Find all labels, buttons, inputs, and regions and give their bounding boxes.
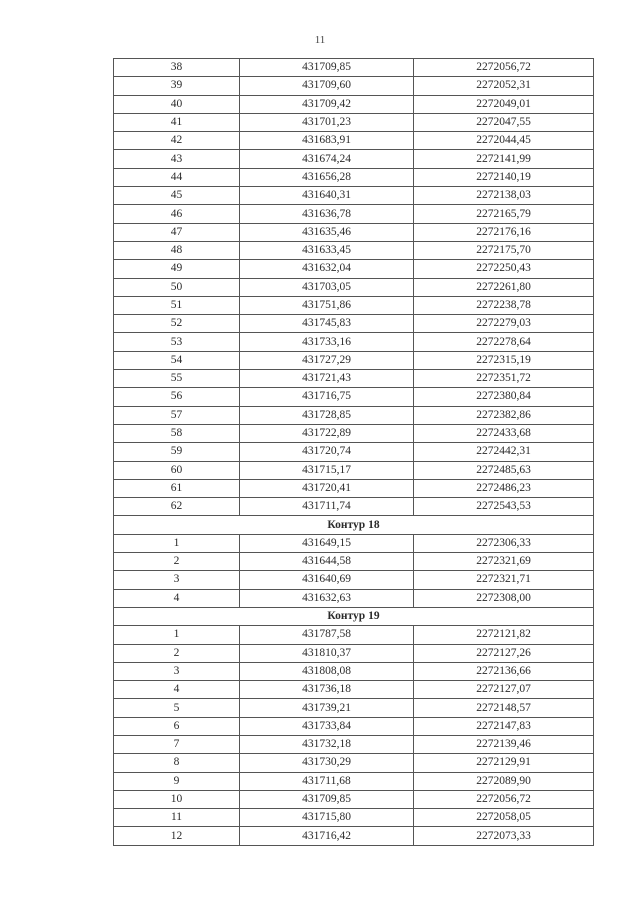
table-row bbox=[114, 479, 594, 497]
table-row bbox=[114, 406, 594, 424]
y-coordinate-cell: 2272047,55 bbox=[414, 113, 594, 131]
y-coordinate-cell: 2272485,63 bbox=[414, 461, 594, 479]
x-coordinate-cell: 431720,74 bbox=[240, 443, 414, 461]
table-row bbox=[114, 790, 594, 808]
table-row bbox=[114, 589, 594, 607]
point-number-cell: 39 bbox=[114, 77, 240, 95]
point-number-cell: 9 bbox=[114, 772, 240, 790]
contour-header-row bbox=[114, 607, 594, 625]
table-row bbox=[114, 333, 594, 351]
y-coordinate-cell: 2272250,43 bbox=[414, 260, 594, 278]
table-row bbox=[114, 754, 594, 772]
x-coordinate-cell: 431751,86 bbox=[240, 296, 414, 314]
y-coordinate-cell: 2272279,03 bbox=[414, 315, 594, 333]
y-coordinate-cell: 2272382,86 bbox=[414, 406, 594, 424]
y-coordinate-cell: 2272543,53 bbox=[414, 498, 594, 516]
table-row bbox=[114, 662, 594, 680]
x-coordinate-cell: 431701,23 bbox=[240, 113, 414, 131]
point-number-cell: 1 bbox=[114, 626, 240, 644]
x-coordinate-cell: 431810,37 bbox=[240, 644, 414, 662]
y-coordinate-cell: 2272351,72 bbox=[414, 370, 594, 388]
y-coordinate-cell: 2272129,91 bbox=[414, 754, 594, 772]
y-coordinate-cell: 2272148,57 bbox=[414, 699, 594, 717]
y-coordinate-cell: 2272058,05 bbox=[414, 809, 594, 827]
x-coordinate-cell: 431736,18 bbox=[240, 681, 414, 699]
y-coordinate-cell: 2272147,83 bbox=[414, 717, 594, 735]
x-coordinate-cell: 431715,80 bbox=[240, 809, 414, 827]
x-coordinate-cell: 431674,24 bbox=[240, 150, 414, 168]
x-coordinate-cell: 431640,69 bbox=[240, 571, 414, 589]
point-number-cell: 46 bbox=[114, 205, 240, 223]
point-number-cell: 58 bbox=[114, 424, 240, 442]
table-row bbox=[114, 205, 594, 223]
y-coordinate-cell: 2272176,16 bbox=[414, 223, 594, 241]
y-coordinate-cell: 2272127,07 bbox=[414, 681, 594, 699]
x-coordinate-cell: 431745,83 bbox=[240, 315, 414, 333]
x-coordinate-cell: 431711,68 bbox=[240, 772, 414, 790]
x-coordinate-cell: 431633,45 bbox=[240, 241, 414, 259]
point-number-cell: 59 bbox=[114, 443, 240, 461]
table-row bbox=[114, 113, 594, 131]
y-coordinate-cell: 2272049,01 bbox=[414, 95, 594, 113]
x-coordinate-cell: 431727,29 bbox=[240, 351, 414, 369]
y-coordinate-cell: 2272308,00 bbox=[414, 589, 594, 607]
point-number-cell: 10 bbox=[114, 790, 240, 808]
point-number-cell: 2 bbox=[114, 644, 240, 662]
table-row bbox=[114, 388, 594, 406]
y-coordinate-cell: 2272140,19 bbox=[414, 168, 594, 186]
point-number-cell: 7 bbox=[114, 735, 240, 753]
x-coordinate-cell: 431808,08 bbox=[240, 662, 414, 680]
y-coordinate-cell: 2272165,79 bbox=[414, 205, 594, 223]
y-coordinate-cell: 2272433,68 bbox=[414, 424, 594, 442]
table-row bbox=[114, 571, 594, 589]
contour-title: Контур 19 bbox=[114, 607, 594, 625]
y-coordinate-cell: 2272141,99 bbox=[414, 150, 594, 168]
y-coordinate-cell: 2272238,78 bbox=[414, 296, 594, 314]
point-number-cell: 4 bbox=[114, 681, 240, 699]
x-coordinate-cell: 431635,46 bbox=[240, 223, 414, 241]
x-coordinate-cell: 431730,29 bbox=[240, 754, 414, 772]
y-coordinate-cell: 2272073,33 bbox=[414, 827, 594, 845]
x-coordinate-cell: 431644,58 bbox=[240, 553, 414, 571]
table-row bbox=[114, 150, 594, 168]
coordinates-table bbox=[113, 58, 594, 846]
x-coordinate-cell: 431709,85 bbox=[240, 790, 414, 808]
point-number-cell: 1 bbox=[114, 534, 240, 552]
contour-title: Контур 18 bbox=[114, 516, 594, 534]
point-number-cell: 41 bbox=[114, 113, 240, 131]
point-number-cell: 44 bbox=[114, 168, 240, 186]
x-coordinate-cell: 431720,41 bbox=[240, 479, 414, 497]
y-coordinate-cell: 2272306,33 bbox=[414, 534, 594, 552]
point-number-cell: 38 bbox=[114, 59, 240, 77]
table-row bbox=[114, 699, 594, 717]
y-coordinate-cell: 2272056,72 bbox=[414, 790, 594, 808]
point-number-cell: 55 bbox=[114, 370, 240, 388]
y-coordinate-cell: 2272321,69 bbox=[414, 553, 594, 571]
point-number-cell: 62 bbox=[114, 498, 240, 516]
table-row bbox=[114, 95, 594, 113]
x-coordinate-cell: 431716,42 bbox=[240, 827, 414, 845]
x-coordinate-cell: 431709,85 bbox=[240, 59, 414, 77]
point-number-cell: 45 bbox=[114, 187, 240, 205]
table-row bbox=[114, 223, 594, 241]
x-coordinate-cell: 431640,31 bbox=[240, 187, 414, 205]
table-row bbox=[114, 315, 594, 333]
x-coordinate-cell: 431715,17 bbox=[240, 461, 414, 479]
x-coordinate-cell: 431732,18 bbox=[240, 735, 414, 753]
y-coordinate-cell: 2272380,84 bbox=[414, 388, 594, 406]
coordinates-table-body bbox=[114, 59, 594, 846]
point-number-cell: 12 bbox=[114, 827, 240, 845]
y-coordinate-cell: 2272261,80 bbox=[414, 278, 594, 296]
x-coordinate-cell: 431722,89 bbox=[240, 424, 414, 442]
table-row bbox=[114, 424, 594, 442]
y-coordinate-cell: 2272127,26 bbox=[414, 644, 594, 662]
y-coordinate-cell: 2272139,46 bbox=[414, 735, 594, 753]
x-coordinate-cell: 431709,60 bbox=[240, 77, 414, 95]
table-row bbox=[114, 370, 594, 388]
y-coordinate-cell: 2272089,90 bbox=[414, 772, 594, 790]
table-row bbox=[114, 296, 594, 314]
table-row bbox=[114, 772, 594, 790]
table-row bbox=[114, 809, 594, 827]
point-number-cell: 8 bbox=[114, 754, 240, 772]
x-coordinate-cell: 431683,91 bbox=[240, 132, 414, 150]
table-row bbox=[114, 443, 594, 461]
table-row bbox=[114, 77, 594, 95]
point-number-cell: 50 bbox=[114, 278, 240, 296]
table-row bbox=[114, 735, 594, 753]
point-number-cell: 6 bbox=[114, 717, 240, 735]
table-row bbox=[114, 534, 594, 552]
point-number-cell: 47 bbox=[114, 223, 240, 241]
table-row bbox=[114, 717, 594, 735]
contour-header-row bbox=[114, 516, 594, 534]
x-coordinate-cell: 431632,04 bbox=[240, 260, 414, 278]
table-row bbox=[114, 187, 594, 205]
point-number-cell: 49 bbox=[114, 260, 240, 278]
table-row bbox=[114, 351, 594, 369]
x-coordinate-cell: 431716,75 bbox=[240, 388, 414, 406]
point-number-cell: 53 bbox=[114, 333, 240, 351]
x-coordinate-cell: 431721,43 bbox=[240, 370, 414, 388]
point-number-cell: 3 bbox=[114, 571, 240, 589]
y-coordinate-cell: 2272315,19 bbox=[414, 351, 594, 369]
y-coordinate-cell: 2272442,31 bbox=[414, 443, 594, 461]
y-coordinate-cell: 2272278,64 bbox=[414, 333, 594, 351]
y-coordinate-cell: 2272486,23 bbox=[414, 479, 594, 497]
y-coordinate-cell: 2272052,31 bbox=[414, 77, 594, 95]
point-number-cell: 57 bbox=[114, 406, 240, 424]
y-coordinate-cell: 2272044,45 bbox=[414, 132, 594, 150]
x-coordinate-cell: 431733,84 bbox=[240, 717, 414, 735]
page-number: 11 bbox=[314, 34, 326, 46]
y-coordinate-cell: 2272121,82 bbox=[414, 626, 594, 644]
point-number-cell: 52 bbox=[114, 315, 240, 333]
table-row bbox=[114, 827, 594, 845]
y-coordinate-cell: 2272138,03 bbox=[414, 187, 594, 205]
table-row bbox=[114, 132, 594, 150]
point-number-cell: 60 bbox=[114, 461, 240, 479]
point-number-cell: 54 bbox=[114, 351, 240, 369]
point-number-cell: 40 bbox=[114, 95, 240, 113]
y-coordinate-cell: 2272136,66 bbox=[414, 662, 594, 680]
x-coordinate-cell: 431787,58 bbox=[240, 626, 414, 644]
y-coordinate-cell: 2272175,70 bbox=[414, 241, 594, 259]
table-row bbox=[114, 59, 594, 77]
table-row bbox=[114, 498, 594, 516]
point-number-cell: 2 bbox=[114, 553, 240, 571]
point-number-cell: 56 bbox=[114, 388, 240, 406]
point-number-cell: 4 bbox=[114, 589, 240, 607]
point-number-cell: 43 bbox=[114, 150, 240, 168]
point-number-cell: 51 bbox=[114, 296, 240, 314]
x-coordinate-cell: 431739,21 bbox=[240, 699, 414, 717]
y-coordinate-cell: 2272056,72 bbox=[414, 59, 594, 77]
point-number-cell: 42 bbox=[114, 132, 240, 150]
table-row bbox=[114, 241, 594, 259]
point-number-cell: 5 bbox=[114, 699, 240, 717]
x-coordinate-cell: 431733,16 bbox=[240, 333, 414, 351]
point-number-cell: 48 bbox=[114, 241, 240, 259]
table-row bbox=[114, 260, 594, 278]
x-coordinate-cell: 431649,15 bbox=[240, 534, 414, 552]
x-coordinate-cell: 431728,85 bbox=[240, 406, 414, 424]
x-coordinate-cell: 431711,74 bbox=[240, 498, 414, 516]
x-coordinate-cell: 431632,63 bbox=[240, 589, 414, 607]
point-number-cell: 11 bbox=[114, 809, 240, 827]
table-row bbox=[114, 681, 594, 699]
table-row bbox=[114, 553, 594, 571]
x-coordinate-cell: 431656,28 bbox=[240, 168, 414, 186]
table-row bbox=[114, 168, 594, 186]
table-row bbox=[114, 461, 594, 479]
table-row bbox=[114, 626, 594, 644]
x-coordinate-cell: 431703,05 bbox=[240, 278, 414, 296]
y-coordinate-cell: 2272321,71 bbox=[414, 571, 594, 589]
x-coordinate-cell: 431636,78 bbox=[240, 205, 414, 223]
point-number-cell: 3 bbox=[114, 662, 240, 680]
table-row bbox=[114, 644, 594, 662]
table-row bbox=[114, 278, 594, 296]
x-coordinate-cell: 431709,42 bbox=[240, 95, 414, 113]
point-number-cell: 61 bbox=[114, 479, 240, 497]
